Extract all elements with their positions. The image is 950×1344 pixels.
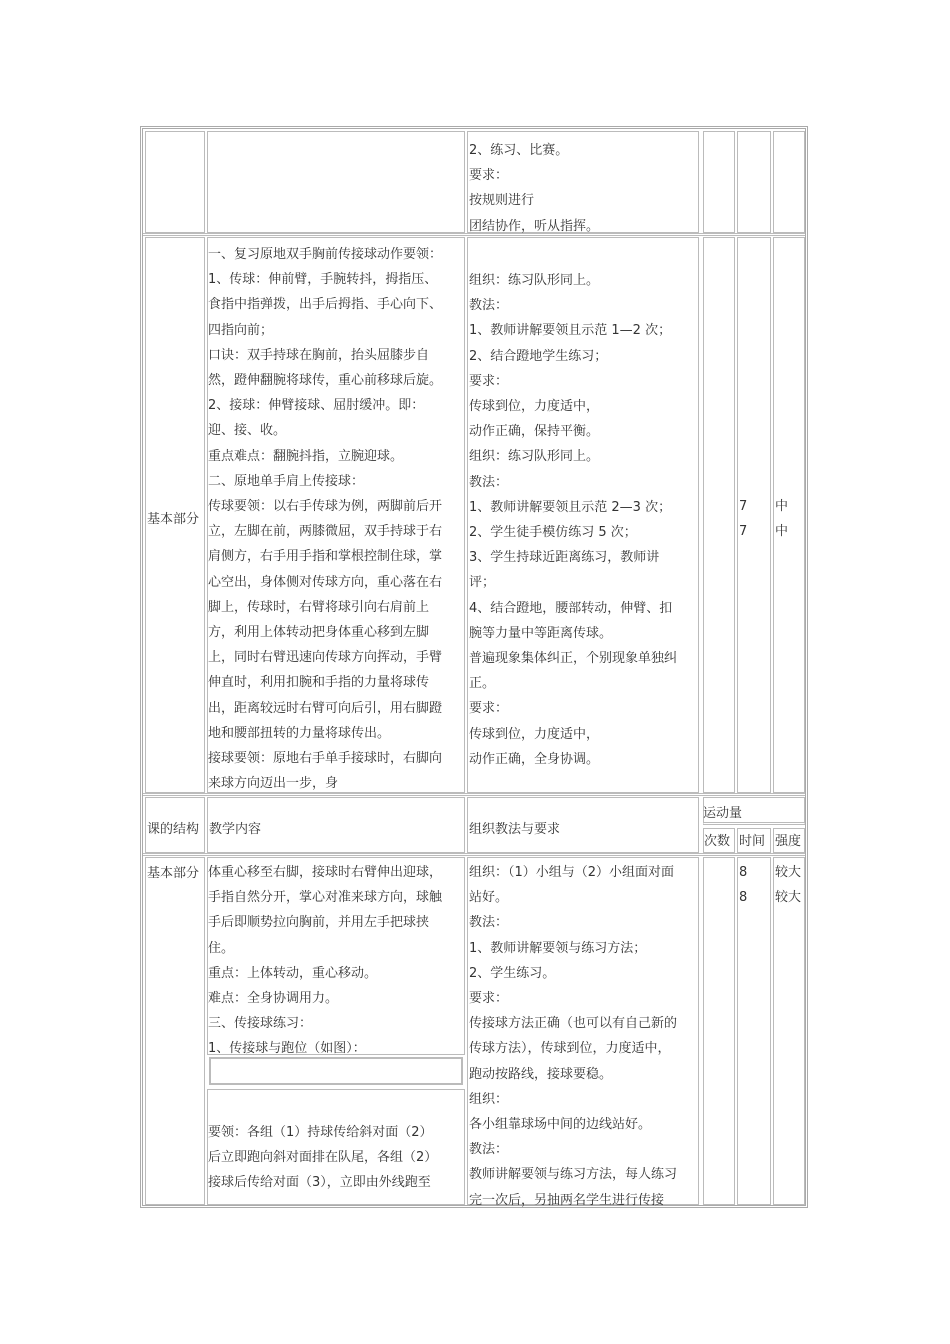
text-line: 动作正确，保持平衡。 [469,424,600,440]
text-line: 要求： [469,701,509,717]
row1-org-text [469,138,699,239]
header-content: 教学内容 [209,822,262,837]
header-time: 时间 [739,834,766,849]
text-line: 要领：各组（1）持球传给斜对面（2） [208,1125,433,1140]
row3-time-values [739,860,769,910]
text-line: 各小组靠球场中间的边线站好。 [469,1117,652,1133]
row2-intensity-values [775,494,805,544]
text-line: 传球到位，力度适中， [469,399,600,415]
row1-structure-cell [145,131,205,233]
text-line: 体重心移至右脚，接球时右臂伸出迎球， [208,865,443,880]
text-line: 来球方向迈出一步，身 [208,776,339,792]
intensity-value: 中 [775,499,789,514]
text-line: 要求： [469,991,509,1007]
text-line: 3、学生持球近距离练习，教师讲 [469,550,660,566]
row2-count-cell [703,237,735,793]
text-line: 三、传接球练习： [208,1016,313,1032]
text-line: 完一次后，另抽两名学生进行传接 [469,1192,665,1208]
text-line: 2、练习、比赛。 [469,143,569,158]
row3-content-text-2 [208,1120,466,1196]
text-line: 然，蹬伸翻腕将球传，重心前移球后旋。 [208,373,443,389]
text-line: 1、传球：伸前臂，手腕转抖，拇指压、 [208,272,438,288]
text-line: 教法： [469,298,509,314]
text-line: 教法： [469,915,509,931]
text-line: 迎、接、收。 [208,423,287,439]
header-time-cell [737,828,771,853]
row3-content-cell-2 [207,1089,465,1205]
text-line: 组织： [469,1091,509,1107]
time-value: 7 [739,524,748,540]
row3-org-cell [467,857,699,1208]
text-line: 接球要领：原地右手单手接球时，右脚向 [208,751,443,767]
header-structure-cell [145,797,205,853]
text-line: 2、学生徒手模仿练习 5 次； [469,525,637,541]
row-divider [143,233,805,236]
time-value: 7 [739,499,748,514]
header-count: 次数 [704,834,731,849]
header-structure: 课的结构 [147,822,200,837]
text-line: 2、学生练习。 [469,965,556,981]
text-line: 评； [469,575,496,591]
text-line: 接球后传给对面（3），立即由外线跑至 [208,1175,431,1191]
text-line: 组织：练习队形同上。 [469,273,600,288]
text-line: 按规则进行 [469,193,535,209]
row3-structure-cell [145,857,205,1205]
text-line: 立，左脚在前，两膝微屈，双手持球于右 [208,524,443,540]
row3-time-cell [737,857,771,1205]
text-line: 住。 [208,940,235,956]
row2-content-text [208,242,466,796]
row2-time-cell [737,237,771,793]
text-line: 四指向前； [208,322,274,338]
text-line: 2、结合蹬地学生练习； [469,348,608,364]
row2-time-values [739,494,769,544]
row1-content-cell [207,131,465,233]
text-line: 1、教师讲解要领且示范 1—2 次； [469,323,672,339]
header-count-cell [703,828,735,853]
text-line: 难点：全身协调用力。 [208,991,339,1007]
row3-count-cell [703,857,735,1205]
header-load-cell [703,797,805,825]
text-line: 后立即跑向斜对面排在队尾，各组（2） [208,1150,438,1166]
row2-content-cell [207,237,465,793]
text-line: 正。 [469,676,496,692]
text-line: 上，同时右臂迅速向传球方向挥动，手臂 [208,650,443,666]
row2-org-cell [467,237,699,793]
header-load: 运动量 [703,806,743,821]
text-line: 2、接球：伸臂接球、屈肘缓冲。即： [208,398,425,414]
lesson-plan-table [140,126,808,1208]
header-org: 组织教法与要求 [469,822,561,837]
row2-org-text [469,268,699,772]
row2-structure-label: 基本部分 [147,512,200,527]
text-line: 一、复习原地双手胸前传接球动作要领： [208,247,443,262]
text-line: 手指自然分开，掌心对准来球方向，球触 [208,890,443,906]
text-line: 动作正确，全身协调。 [469,751,600,767]
text-line: 手后即顺势拉向胸前，并用左手把球挟 [208,915,430,931]
row2-intensity-cell [773,237,805,793]
text-line: 组织：（1）小组与（2）小组面对面 [469,865,675,880]
row3-org-text [469,860,705,1213]
text-line: 肩侧方，右手用手指和掌根控制住球，掌 [208,549,443,565]
row1-org-cell [467,131,699,233]
text-line: 组织：练习队形同上。 [469,449,600,465]
text-line: 方，利用上体转动把身体重心移到左脚 [208,625,430,641]
text-line: 教法： [469,1142,509,1158]
text-line: 心空出，身体侧对传球方向，重心落在右 [208,574,443,590]
text-line: 出，距离较远时右臂可向后引，用右脚蹬 [208,700,443,716]
text-line: 站好。 [469,890,509,906]
text-line: 团结协作，听从指挥。 [469,218,600,234]
intensity-value: 较大 [775,890,802,906]
text-line: 重点：上体转动，重心移动。 [208,965,378,981]
header-intensity: 强度 [775,834,802,849]
text-line: 跑动按路线，接球要稳。 [469,1066,613,1082]
row3-intensity-values [775,860,805,910]
text-line: 1、传接球与跑位（如图）： [208,1041,366,1057]
text-line: 传球要领：以右手传球为例，两脚前后开 [208,499,443,515]
header-intensity-cell [773,828,805,853]
time-value: 8 [739,890,748,906]
text-line: 1、教师讲解要领且示范 2—3 次； [469,499,672,515]
row-divider [143,793,805,796]
intensity-value: 中 [775,524,789,540]
row1-count-cell [703,131,735,233]
text-line: 要求： [469,168,509,184]
text-line: 口诀：双手持球在胸前，抬头屈膝步自 [208,347,430,363]
header-content-cell [207,797,465,853]
text-line: 教师讲解要领与练习方法，每人练习 [469,1167,678,1183]
text-line: 传球方法），传球到位，力度适中， [469,1041,671,1057]
text-line: 4、结合蹬地，腰部转动，伸臂、扣 [469,600,673,616]
time-value: 8 [739,865,748,880]
row1-time-cell [737,131,771,233]
row3-structure-label: 基本部分 [147,866,200,881]
row3-intensity-cell [773,857,805,1205]
row3-figure-placeholder [209,1057,463,1085]
text-line: 地和腰部扭转的力量将球传出。 [208,725,391,741]
text-line: 普遍现象集体纠正，个别现象单独纠 [469,651,678,667]
text-line: 传球到位，力度适中， [469,726,600,742]
text-line: 脚上，传球时，右臂将球引向右肩前上 [208,599,430,615]
row3-content-cell [207,857,465,1055]
intensity-value: 较大 [775,865,802,880]
text-line: 重点难点：翻腕抖指，立腕迎球。 [208,448,404,464]
text-line: 腕等力量中等距离传球。 [469,625,613,641]
header-org-cell [467,797,699,853]
text-line: 要求： [469,373,509,389]
row3-content-text [208,860,466,1062]
row-divider [143,853,805,856]
text-line: 食指中指弹拨，出手后拇指、手心向下、 [208,297,443,313]
text-line: 1、教师讲解要领与练习方法； [469,940,647,956]
text-line: 传接球方法正确（也可以有自己新的 [469,1016,678,1032]
text-line: 二、原地单手肩上传接球： [208,473,365,489]
text-line: 教法： [469,474,509,490]
text-line: 伸直时，利用扣腕和手指的力量将球传 [208,675,430,691]
row1-intensity-cell [773,131,805,233]
row2-structure-cell [145,237,205,793]
